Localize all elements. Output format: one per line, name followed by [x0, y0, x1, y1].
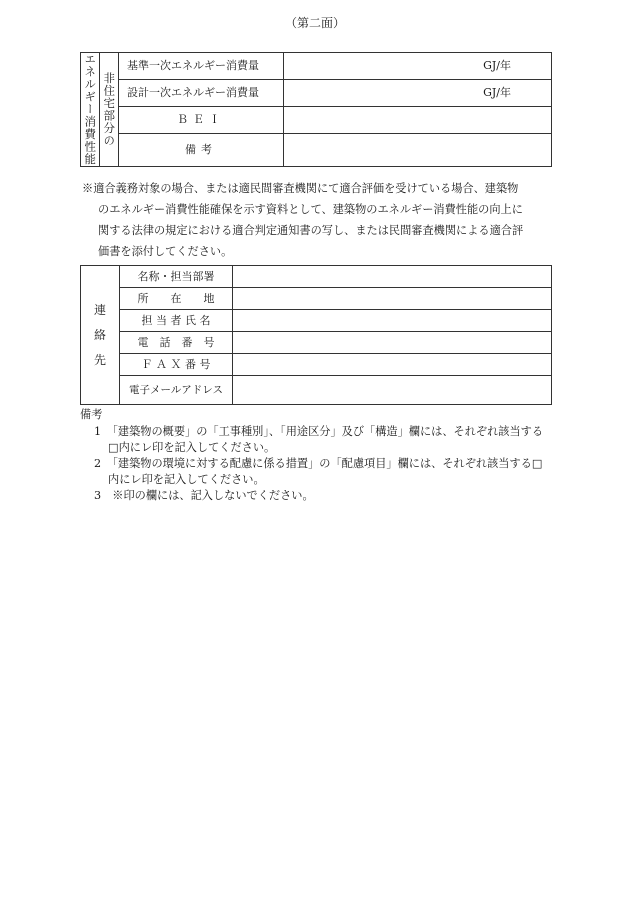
energy-outer-vertical-cell: [81, 53, 100, 167]
contact-table: [80, 265, 552, 405]
contact-row-value[interactable]: [233, 354, 552, 376]
contact-vertical-char: 連: [93, 302, 106, 317]
contact-row-label: 所 在 地: [120, 288, 233, 310]
energy-row-label: 設計一次エネルギー消費量: [119, 80, 284, 107]
energy-inner-vertical-label: 非住宅部分の: [102, 72, 117, 147]
energy-row-value[interactable]: GJ/年: [284, 53, 552, 80]
contact-row-value[interactable]: [233, 376, 552, 405]
energy-row-value[interactable]: [284, 134, 552, 167]
remarks-section: [80, 407, 552, 504]
contact-row-value[interactable]: [233, 288, 552, 310]
energy-inner-vertical-cell: [100, 53, 119, 167]
contact-row-label: 名称・担当部署: [120, 266, 233, 288]
contact-row-label: 担 当 者 氏 名: [120, 310, 233, 332]
contact-row-label: 電子メールアドレス: [120, 376, 233, 405]
energy-row-label: 備考: [119, 134, 284, 167]
note-line: のエネルギー消費性能確保を示す資料として、建築物のエネルギー消費性能の向上に: [98, 203, 523, 216]
contact-vertical-char: 絡: [93, 327, 106, 342]
energy-outer-vertical-label: エネルギー消費性能: [83, 53, 98, 166]
energy-performance-table: [80, 52, 552, 167]
remarks-item: 1 「建築物の概要」の「工事種別」、「用途区分」及び「構造」欄には、それぞれ該当する□内にレ印を記入してください。: [94, 425, 544, 454]
contact-row-label: Ｆ Ａ Ｘ 番 号: [120, 354, 233, 376]
page-title: （第二面）: [284, 16, 345, 30]
contact-row-value[interactable]: [233, 266, 552, 288]
contact-vertical-char: 先: [93, 352, 106, 367]
note-line: 価書を添付してください。: [98, 245, 233, 258]
energy-row-value[interactable]: [284, 107, 552, 134]
remarks-title: 備考: [80, 408, 103, 421]
contact-row-label: 電 話 番 号: [120, 332, 233, 354]
remarks-item: 2 「建築物の環境に対する配慮に係る措置」の「配慮項目」欄には、それぞれ該当する□内にレ印を記入してください。: [94, 457, 543, 486]
remarks-item: 3 ※印の欄には、記入しないでください。: [94, 489, 314, 502]
energy-row-value[interactable]: GJ/年: [284, 80, 552, 107]
contact-row-value[interactable]: [233, 332, 552, 354]
contact-row-value[interactable]: [233, 310, 552, 332]
note-line: 関する法律の規定における適合判定通知書の写し、または民間審査機関による適合評: [98, 224, 524, 237]
energy-row-label: ＢＥＩ: [119, 107, 284, 134]
attachment-note: [82, 178, 552, 262]
energy-row-label: 基準一次エネルギー消費量: [119, 53, 284, 80]
contact-vertical-cell: [81, 266, 120, 405]
note-line: ※適合義務対象の場合、または適民間審査機関にて適合評価を受けている場合、建築物: [82, 182, 519, 195]
